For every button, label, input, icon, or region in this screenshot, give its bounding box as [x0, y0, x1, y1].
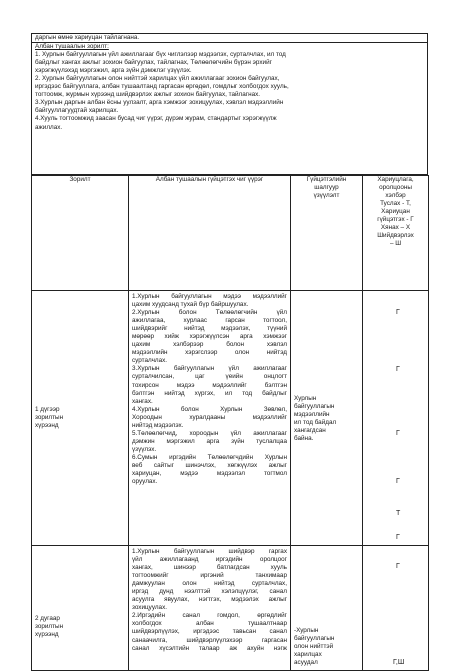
intro-line: хэрэгжүүлэхэд мэргэжил, арга зүйн дэмжлэг үзүүлэх.: [35, 67, 192, 75]
role-mark: Т: [396, 510, 401, 517]
intro-block: [31, 33, 428, 175]
criteria-cell: Хурлын байгууллагын мэдээллийн ил тод байдал хангагдсан байна.: [291, 291, 363, 546]
role-mark: Г,Ш: [393, 659, 405, 666]
section-heading: Албан тушаалын зорилт:: [35, 43, 109, 51]
table-row: [32, 291, 429, 546]
intro-first-line: даргын өмнө хариуцан тайлагнана.: [35, 34, 140, 41]
intro-line: ажиллах.: [35, 123, 63, 131]
criteria-cell: -Хурлын байгууллагын олон нийттэй харилцах асуудал: [291, 546, 363, 671]
intro-line: иргэдээс байгууллага, албан тушаалтанд гаргасан өргөдөл, гомдлыг холбогдох хууль,: [35, 83, 289, 91]
goal-cell: 1 дүгээр зорилтын хүрээнд: [32, 291, 129, 546]
duties-cell: 1.Хурлын байгууллагын шийдвэр гаргах үйл ажиллагаанд иргэдийн оролцоог хангах, шинээр батлагдсан хууль тогтоомжийг иргэний танхимаар дамжуулан олон нийтэд сурталчлах, иргэд дунд нээлттэй хэлэлцүүлэг, санал асуулга явуулах, нэгтгэх, мэдээлэх ажлыг зохицуулах. 2.Иргэдийн санал гомдол, өргөдлийг холбогдох албан тушаалтнаар шийдвэрлүүлэх, иргэдээс тавьсан санал санаачилга, шийдвэрлүүлэхээр гаргасан санал хүсэлтийн талаар аж ахуйн нэгж: [129, 546, 291, 671]
intro-line: 3.Хурлын даргын албан ёсны уулзалт, арга хэмжээг зохицуулах, хэвлэл мэдээллийн: [35, 99, 284, 107]
header-role: Хариуцлага, оролцооны хэлбэр Туслах - Т, Хариуцан гүйцэтгэх - Г Хянах – Х Шийдвэрлэх – Ш: [363, 176, 429, 291]
header-criteria: Гүйцэтгэлийн шалгуур үзүүлэлт: [291, 176, 363, 291]
role-cell: [363, 291, 429, 546]
role-mark: Г: [396, 366, 400, 373]
duties-cell: 1.Хурлын байгууллагын мэдээ мэдээллийг цахим хуудсанд тухай бүр байршуулах. 2.Хурлын болон Төлөөлөгчийн үйл ажиллагаа, хурлаас гарсан тогтоол, шийдвэрийг нийтэд мэдээлэх, түүний мөрөөр хийж хэрэгжүүлсэн арга хэмжээг цахим хэлбэрээр болон хэвлэл мэдээллийн хэрэгслээр олон нийтэд сурталчлах. 3.Хурлын байгууллагын үйл ажиллагааг сурталчилсан, цаг үеийн онцлогт тохирсон мэдээ мэдээллийг бэлтгэн бэлтгэн нийтэд хүргэх, ил тод байдлыг хангах. 4.Хурлын болон Хурлын Зөвлөл, Хороодын хуралдааны мэдээллийг нийтэд мэдээлэх. 5.Төлөөлөгчид, хороодын үйл ажиллагааг дэмжин мэргэжил арга зүйн туслалцаа үзүүлэх. 6.Сумын иргэдийн Төлөөлөгчдийн Хурлын веб сайтыг шинэчлэх, хөгжүүлэх ажлыг хариуцан, мэдээ мэдээлэл тогтмол оруулах.: [129, 291, 291, 546]
intro-line: 1. Хурлын байгууллагын үйл ажиллагааг бүх чиглэлээр мэдээлэх, сурталчлах, ил тод: [35, 51, 286, 59]
intro-line: байгууллагуудтай харилцах.: [35, 107, 119, 115]
table-row: [32, 546, 429, 671]
role-mark: Г: [396, 430, 400, 437]
role-mark: Г: [396, 478, 400, 485]
role-mark: Г: [396, 563, 400, 570]
header-duties: Албан тушаалын гүйцэтгэх чиг үүрэг: [129, 176, 291, 291]
duties-table: [31, 175, 429, 671]
role-cell: [363, 546, 429, 671]
intro-line: 2. Хурлын байгууллагын олон нийттэй харилцах үйл ажиллагааг зохион байгуулах,: [35, 75, 280, 83]
intro-line: тогтоомж, журмын хүрээнд шийдвэрлэх ажлыг зохион байгуулах, тайлагнах.: [35, 91, 261, 99]
goal-cell: 2 дугаар зорилтын хүрээнд: [32, 546, 129, 671]
header-goal: Зорилт: [32, 176, 129, 291]
intro-line: 4.Хууль тогтоомжид заасан бусад чиг үүрэг, дүрэм журам, стандартыг хэрэгжүүлж: [35, 115, 277, 123]
intro-line: байдлыг хангах ажлыг зохион байгуулах, тайлагнах, Төлөөлөгчийн бүрэн эрхийг: [35, 59, 272, 67]
role-mark: Г: [396, 309, 400, 316]
table-header-row: [32, 176, 429, 291]
role-mark: Г: [396, 534, 400, 541]
